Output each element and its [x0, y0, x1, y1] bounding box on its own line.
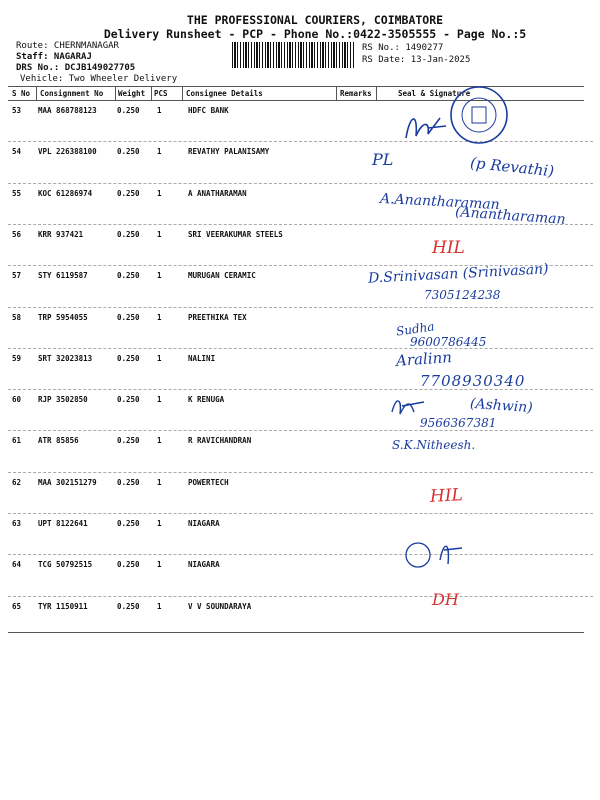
sign-r55b: (Anantharaman — [454, 204, 567, 228]
cell-weight: 0.250 — [117, 477, 140, 487]
cell-consignment: KOC 61286974 — [38, 188, 93, 198]
company-title: THE PROFESSIONAL COURIERS, COIMBATORE — [186, 13, 444, 27]
sign-r60: (Ashwin) — [469, 395, 534, 417]
cell-consignment: STY 6119587 — [38, 271, 88, 281]
sign-r56: HIL — [432, 238, 465, 258]
cell-sno: 61 — [12, 436, 22, 446]
cell-weight: 0.250 — [117, 188, 140, 198]
table-row — [0, 596, 600, 637]
cell-pcs: 1 — [157, 271, 162, 281]
cell-pcs: 1 — [157, 519, 162, 528]
table-row — [0, 554, 600, 595]
cell-pcs: 1 — [157, 436, 162, 446]
sign-r61: S.K.Nitheesh. — [392, 438, 476, 452]
cell-pcs: 1 — [157, 395, 162, 405]
cell-sno: 62 — [12, 477, 22, 487]
cell-sno: 55 — [12, 188, 22, 198]
cell-sno: 65 — [12, 601, 22, 611]
col-remarks: Remarks — [340, 89, 372, 98]
cell-consignee: SRI VEERAKUMAR STEELS — [188, 229, 283, 239]
cell-weight: 0.250 — [117, 106, 140, 115]
vehicle-label: Vehicle: Two Wheeler Delivery — [20, 74, 178, 84]
bank-stamp — [446, 82, 512, 148]
cell-pcs: 1 — [157, 477, 162, 487]
table-bottom-rule — [8, 632, 584, 633]
cell-weight: 0.250 — [117, 519, 140, 528]
col-signature: Seal & Signature — [398, 89, 471, 98]
cell-pcs: 1 — [157, 147, 162, 157]
cell-consignee: HDFC BANK — [188, 106, 229, 115]
cell-pcs: 1 — [157, 106, 162, 115]
sign-r59: Aralinn — [395, 348, 453, 370]
cell-weight: 0.250 — [117, 312, 140, 322]
barcode — [232, 42, 354, 68]
sign-r60b: 9566367381 — [420, 416, 497, 430]
cell-consignment: SRT 32023813 — [38, 353, 93, 363]
cell-consignee: NALINI — [188, 353, 216, 363]
rs-number: RS No.: 1490277 — [362, 43, 444, 53]
col-consignee: Consignee Details — [186, 89, 263, 98]
cell-sno: 53 — [12, 106, 22, 115]
signature-row64 — [400, 530, 470, 580]
staff-label: Staff: NAGARAJ — [16, 52, 92, 62]
cell-pcs: 1 — [157, 601, 162, 611]
cell-consignment: VPL 226388100 — [38, 147, 97, 157]
col-weight: Weight — [118, 89, 146, 98]
table-row — [0, 513, 600, 554]
cell-consignee: NIAGARA — [188, 560, 220, 570]
cell-consignment: TRP 5954055 — [38, 312, 88, 322]
cell-weight: 0.250 — [117, 560, 140, 570]
cell-consignee: K RENUGA — [188, 395, 225, 405]
cell-consignment: TCG 50792515 — [38, 560, 93, 570]
cell-consignment: KRR 937421 — [38, 229, 84, 239]
cell-sno: 60 — [12, 395, 22, 405]
cell-weight: 0.250 — [117, 147, 140, 157]
col-pcs: PCS — [154, 89, 168, 98]
runsheet-subtitle: Delivery Runsheet - PCP - Phone No.:0422-3505555 - Page No.:5 — [103, 27, 527, 41]
table-row — [0, 307, 600, 348]
table-row — [0, 224, 600, 265]
table-row — [0, 430, 600, 471]
cell-consignment: MAA 868788123 — [38, 106, 97, 115]
table-row — [0, 472, 600, 513]
rs-date: RS Date: 13-Jan-2025 — [362, 55, 471, 65]
cell-consignment: RJP 3502850 — [38, 395, 88, 405]
cell-weight: 0.250 — [117, 601, 140, 611]
cell-consignee: NIAGARA — [188, 519, 220, 528]
cell-sno: 57 — [12, 271, 22, 281]
cell-sno: 56 — [12, 229, 22, 239]
cell-pcs: 1 — [157, 229, 162, 239]
cell-sno: 63 — [12, 519, 22, 528]
cell-pcs: 1 — [157, 188, 162, 198]
cell-sno: 59 — [12, 353, 22, 363]
sign-r65: DH — [432, 590, 459, 609]
cell-consignee: R RAVICHANDRAN — [188, 436, 252, 446]
cell-pcs: 1 — [157, 560, 162, 570]
cell-consignment: TYR 1150911 — [38, 601, 88, 611]
cell-weight: 0.250 — [117, 271, 140, 281]
cell-sno: 64 — [12, 560, 22, 570]
cell-consignment: ATR 85856 — [38, 436, 79, 446]
cell-pcs: 1 — [157, 353, 162, 363]
col-sno: S No — [12, 89, 31, 98]
cell-consignment: MAA 302151279 — [38, 477, 97, 487]
cell-consignee: MURUGAN CERAMIC — [188, 271, 256, 281]
cell-weight: 0.250 — [117, 395, 140, 405]
sign-r54b: (p Revathi) — [469, 153, 555, 181]
route-label: Route: CHERNMANAGAR — [16, 41, 119, 51]
sign-r59b: 7708930340 — [420, 372, 526, 390]
sign-r54: PL — [372, 150, 394, 169]
cell-sno: 54 — [12, 147, 22, 157]
cell-pcs: 1 — [157, 312, 162, 322]
sign-r57: D.Srinivasan (Srinivasan) — [367, 261, 549, 287]
sign-r62: HIL — [429, 485, 464, 507]
drs-number: DRS No.: DCJB149027705 — [16, 63, 136, 73]
cell-consignee: PREETHIKA TEX — [188, 312, 247, 322]
sign-r58: Sudha — [395, 319, 436, 339]
cell-consignee: REVATHY PALANISAMY — [188, 147, 270, 157]
cell-consignee: V V SOUNDARAYA — [188, 601, 252, 611]
cell-weight: 0.250 — [117, 436, 140, 446]
cell-weight: 0.250 — [117, 229, 140, 239]
cell-consignment: UPT 8122641 — [38, 519, 88, 528]
cell-weight: 0.250 — [117, 353, 140, 363]
cell-consignee: A ANATHARAMAN — [188, 188, 247, 198]
col-consignment: Consignment No — [40, 89, 104, 98]
sign-r57b: 7305124238 — [424, 288, 501, 302]
signature-row53 — [400, 108, 450, 144]
sign-r55: A.Anantharaman — [379, 190, 501, 214]
cell-consignee: POWERTECH — [188, 477, 229, 487]
cell-sno: 58 — [12, 312, 22, 322]
sign-r58b: 9600786445 — [410, 335, 487, 349]
